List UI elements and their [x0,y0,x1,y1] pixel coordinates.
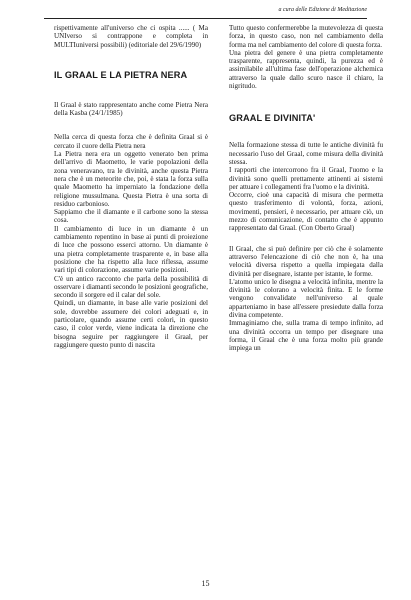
header-rule [44,18,367,19]
body-paragraph: L'atomo unico le disegna a velocità infinita, mentre la divinità le colorano a velocità finita. E le forme vengono convalidate nell'universo al quale apparteniamo in base all'essere presiedute dalla forza divina competente. [229,277,383,320]
page-number: 15 [201,579,210,588]
quote-paragraph: Il Graal è stato rappresentato anche come Pietra Nera della Kasba (24/1/1985) [54,100,208,118]
body-paragraph: C'è un antico racconto che parla della possibilità di osservare i diamanti secondo le posizioni geografiche, secondo il sorgere ed il calar del sole. [54,274,208,300]
body-paragraph: Quindi, un diamante, in base alle varie posizioni del sole, dovrebbe assumere dei colori adeguati e, in particolare, quando assume certi colori, in questo caso, il color verde, viene indicata la direzione che bisogna seguire per raggiungere il Graal, per raggiungere questo punto di nascita [54,299,208,349]
body-paragraph: Tutto questo confermerebbe la mutevolezza di questa forza, in questo caso, non nel cambiamento della forma ma nel cambiamento del colore di questa forza. [229,24,383,49]
body-paragraph: Nella formazione stessa di tutte le antiche divinità fu necessario l'uso del Graal, come misura della divinità stessa. [229,141,383,166]
running-header: a cura delle Edizione di Meditazione [278,7,367,13]
body-paragraph: Nella cerca di questa forza che è definita Graal si è cercato il cuore della Pietra nera [54,133,208,150]
body-paragraph: Sappiamo che il diamante e il carbone sono la stessa cosa. [54,208,208,225]
body-paragraph: Immaginiamo che, sulla trama di tempo infinito, ad una divinità occorra un tempo per disegnare una forma, il Graal che è una forza molto più grande impiega un [229,319,383,353]
body-paragraph: I rapporti che intercorrono fra il Graal, l'uomo e la divinità sono quelli prettamente attinenti ai sistemi per attuare i collegamenti fra l'uomo e la divinità. [229,166,383,191]
body-paragraph: Il Graal, che si può definire per ciò che è solamente attraverso l'elencazione di ciò che non è, ha una velocità diversa rispetto a quella impiegata dalla divinità per disegnare, istante per istante, le forme. [229,244,383,278]
right-column [229,24,383,353]
left-column [54,24,208,349]
body-paragraph: La Pietra nera era un oggetto venerato ben prima dell'arrivo di Maometto, le varie popolazioni della zona veneravano, tra le divinità, anche questa Pietra nera che è un meteorite che, poi, è stata la forza sulla quale Maometto ha imperniato la fondazione della religione mussulmana. Questa Pietra è una sorta di residuo carbonioso. [54,150,208,208]
section-heading-graal-pietra-nera: IL GRAAL E LA PIETRA NERA [54,69,188,80]
body-paragraph: Una pietra del genere è una pietra completamente trasparente, rappresenta, quindi, la purezza ed è assimilabile all'ultima fase dell'operazione alchemica attraverso la quale dallo scuro nasce il chiaro, la nigritudo. [229,48,383,91]
intro-paragraph: rispettivamente all'universo che ci ospita ...... ( Ma UNIverso si contrappone e completa in MULTIuniversi possibili) (editoriale del 29/6/1990) [54,24,208,49]
body-paragraph: Occorre, cioè una capacità di misura che permetta questo trasferimento di volontà, forza, azioni, movimenti, pensieri, è necessario, per attuare ciò, un mezzo di comunicazione, di contatto che è appunto rappresentato dal Graal. (Con Oberto Graal) [229,191,383,233]
section-heading-graal-divinita: GRAAL E DIVINITA' [229,113,316,124]
body-paragraph: Il cambiamento di luce in un diamante è un cambiamento repentino in base ai punti di proiezione di luce che possono esserci attorno. Un diamante è una pietra completamente trasparente e, in base alla posizione che ha rispetto alla luce riflessa, assume vari tipi di colorazione, assume varie posizioni. [54,224,208,275]
